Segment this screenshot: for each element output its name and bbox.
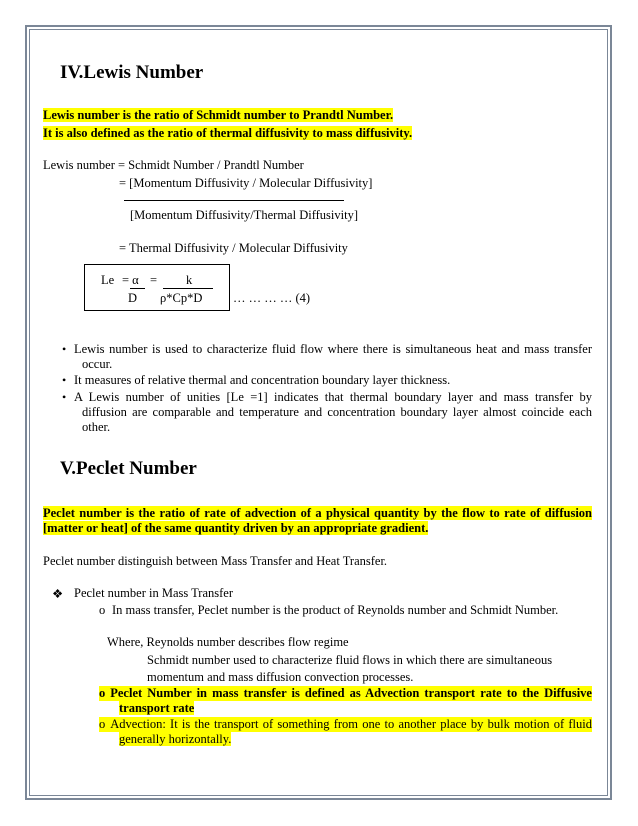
diamond-bullet-icon: ❖ bbox=[52, 587, 64, 601]
lewis-bullet-1: Lewis number is used to characterize fluid flow where there is simultaneous heat and mass transfer occur. bbox=[74, 342, 592, 371]
lewis-equation-line4: = Thermal Diffusivity / Molecular Diffusivity bbox=[119, 241, 348, 255]
formula-k: k bbox=[186, 273, 193, 287]
lewis-definition-line1: Lewis number is the ratio of Schmidt number to Prandtl Number. bbox=[43, 108, 394, 122]
equation-number: … … … … (4) bbox=[233, 291, 311, 305]
where-line-3: momentum and mass diffusion convection processes. bbox=[147, 670, 414, 684]
peclet-distinguish-text: Peclet number distinguish between Mass Transfer and Heat Transfer. bbox=[43, 554, 388, 568]
bullet-glyph: • bbox=[62, 342, 67, 356]
fraction-rule bbox=[124, 200, 344, 201]
peclet-mass-transfer-item: Peclet number in Mass Transfer bbox=[74, 586, 234, 600]
bullet-glyph: • bbox=[62, 390, 67, 404]
formula-d: D bbox=[128, 291, 138, 305]
formula-le: Le bbox=[101, 273, 115, 287]
lewis-definition-line2: It is also defined as the ratio of thermal diffusivity to mass diffusivity. bbox=[43, 126, 413, 140]
peclet-heading: V.Peclet Number bbox=[60, 458, 197, 479]
where-line-2: Schmidt number used to characterize fluid flows in which there are simultaneous bbox=[147, 653, 553, 667]
formula-alpha: = α bbox=[122, 273, 139, 287]
lewis-equation-line1: Lewis number = Schmidt Number / Prandtl Number bbox=[43, 158, 304, 172]
lewis-bullet-3: A Lewis number of unities [Le =1] indicates that thermal boundary layer and mass transfer by diffusion are comparable and temperature and concentration boundary layer almost coincide each other. bbox=[74, 390, 592, 434]
bullet-glyph: • bbox=[62, 373, 67, 387]
lewis-bullet-2: It measures of relative thermal and concentration boundary layer thickness. bbox=[74, 373, 451, 387]
where-line-1: Where, Reynolds number describes flow regime bbox=[107, 635, 349, 649]
circle-bullet-glyph: o bbox=[99, 603, 106, 617]
peclet-subitem-3: o Advection: It is the transport of something from one to another place by bulk motion of fluid generally horizontally. bbox=[99, 717, 592, 746]
lewis-heading: IV.Lewis Number bbox=[60, 62, 204, 83]
peclet-subitem-1: In mass transfer, Peclet number is the product of Reynolds number and Schmidt Number. bbox=[112, 603, 559, 617]
formula-denominator: ρ*Cp*D bbox=[160, 291, 203, 305]
formula-k-rule bbox=[163, 288, 213, 289]
formula-alpha-rule bbox=[130, 288, 145, 289]
lewis-equation-line2: = [Momentum Diffusivity / Molecular Diffusivity] bbox=[119, 176, 373, 190]
peclet-subitem-2: o Peclet Number in mass transfer is defined as Advection transport rate to the Diffusive transport rate bbox=[99, 686, 592, 715]
formula-equals: = bbox=[150, 273, 158, 287]
lewis-equation-line3: [Momentum Diffusivity/Thermal Diffusivity] bbox=[130, 208, 358, 222]
peclet-definition: Peclet number is the ratio of rate of advection of a physical quantity by the flow to rate of diffusion [matter or heat] of the same quantity driven by an appropriate gradient. bbox=[43, 506, 592, 535]
